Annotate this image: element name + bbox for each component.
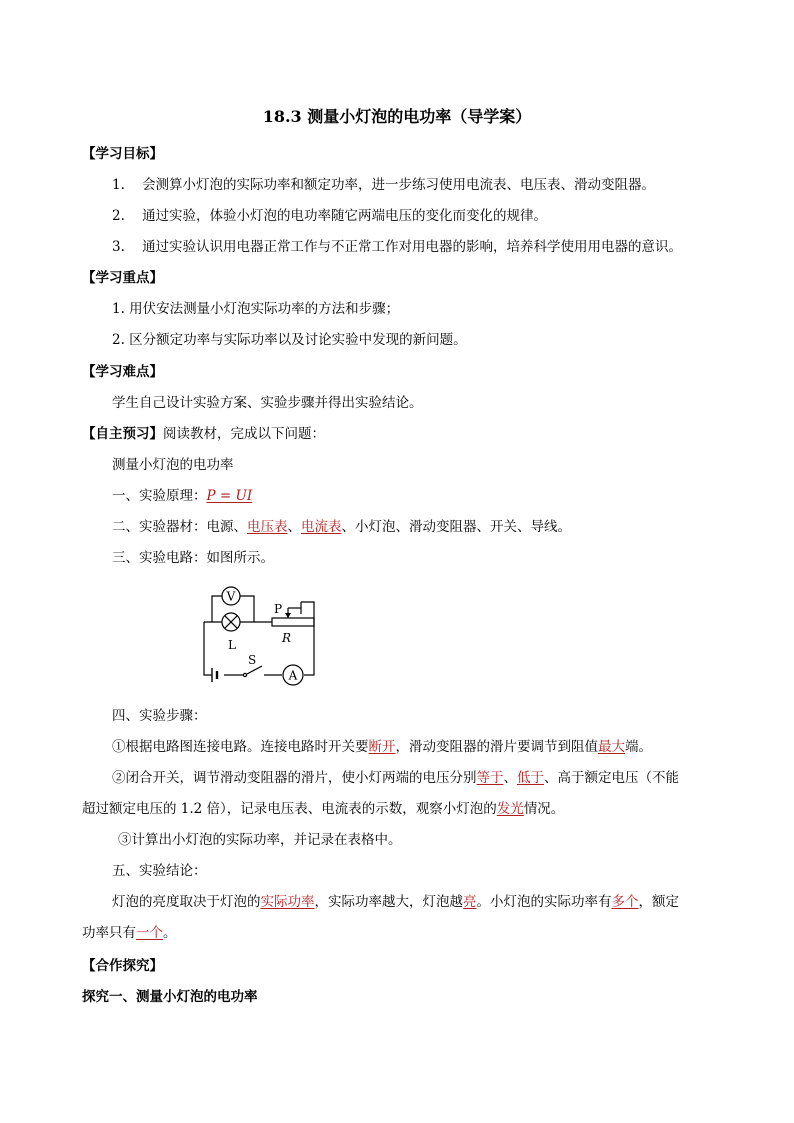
conclusion-line-1: [112, 892, 679, 912]
answer-open: 断开: [368, 739, 396, 755]
principle-label: 一、实验原理：: [112, 488, 207, 504]
objective-item-3: [112, 237, 682, 257]
step-2-text-b: 、: [503, 770, 517, 786]
section-heading-difficulty: 【学习难点】: [82, 364, 163, 380]
key-point-item-2: 2. 区分额定功率与实际功率以及讨论实验中发现的新问题。: [112, 332, 467, 348]
answer-glow: 发光: [496, 801, 524, 817]
equipment-rest: 、小灯泡、滑动变阻器、开关、导线。: [341, 519, 571, 535]
equipment-label: 二、实验器材：电源、: [112, 519, 247, 535]
conclusion-text-c: 。小灯泡的实际功率有: [476, 894, 612, 910]
section-heading-preview: 【自主预习】: [82, 426, 163, 442]
circuit-diagram: [196, 580, 326, 690]
step-1-text-b: ，滑动变阻器的滑片要调节到阻值: [395, 739, 598, 755]
conclusion-text-a: 灯泡的亮度取决于灯泡的: [112, 894, 261, 910]
step-2-line-2: [82, 799, 564, 819]
cooperation-subheading: 探究一、测量小灯泡的电功率: [82, 989, 258, 1005]
rheostat-label: R: [282, 631, 292, 645]
principle-answer: P = UI: [206, 488, 253, 504]
ammeter-label: A: [288, 668, 298, 683]
answer-lower: 低于: [517, 770, 544, 786]
slider-arrow-head: [285, 613, 291, 618]
conclusion-text-b: ，实际功率越大，灯泡越: [314, 894, 463, 910]
section-heading-objectives: 【学习目标】: [82, 146, 163, 162]
slider-label: P: [274, 602, 283, 616]
answer-bright: 亮: [463, 894, 477, 910]
objective-num: 2.: [112, 208, 125, 224]
page-title: 18.3 测量小灯泡的电功率（导学案）: [262, 107, 532, 126]
step-2-text-e: 情况。: [523, 801, 565, 817]
step-3-line: ③计算出小灯泡的实际功率，并记录在表格中。: [118, 832, 402, 848]
objective-text: 会测算小灯泡的实际功率和额定功率，进一步练习使用电流表、电压表、滑动变阻器。: [142, 177, 656, 193]
wire-left: [204, 622, 212, 675]
conclusion-text-d: ，额定: [638, 894, 679, 910]
difficulty-text: 学生自己设计实验方案、实验步骤并得出实验结论。: [112, 395, 423, 411]
objective-item-2: [112, 206, 547, 226]
answer-many: 多个: [611, 894, 639, 910]
circuit-label: 三、实验电路：如图所示。: [112, 550, 274, 566]
step-2-text-a: ②闭合开关，调节滑动变阻器的滑片，使小灯两端的电压分别: [112, 770, 477, 786]
conclusion-text-e: 功率只有: [82, 925, 136, 941]
answer-voltmeter: 电压表: [247, 519, 288, 535]
section-heading-key-points: 【学习重点】: [82, 270, 163, 286]
answer-max: 最大: [598, 739, 625, 755]
preview-topic: 测量小灯泡的电功率: [112, 457, 234, 473]
lamp-label: L: [228, 638, 236, 652]
rheostat-symbol: [272, 618, 314, 626]
step-1-text-c: 端。: [625, 739, 652, 755]
section-heading-cooperation: 【合作探究】: [82, 958, 163, 974]
conclusion-label: 五、实验结论：: [112, 863, 207, 879]
switch-label: S: [248, 653, 257, 667]
objective-num: 1.: [112, 177, 125, 193]
conclusion-text-f: 。: [163, 925, 177, 941]
equipment-sep: 、: [287, 519, 301, 535]
answer-equal: 等于: [476, 770, 504, 786]
principle-line: [112, 486, 252, 506]
step-2-text-d: 超过额定电压的 1.2 倍），记录电压表、电流表的示数，观察小灯泡的: [82, 801, 497, 817]
answer-one: 一个: [136, 925, 163, 941]
conclusion-line-2: [82, 923, 177, 943]
objective-text: 通过实验，体验小灯泡的电功率随它两端电压的变化而变化的规律。: [142, 208, 548, 224]
preview-heading-line: [82, 424, 325, 444]
objective-item-1: [112, 175, 655, 195]
voltmeter-label: V: [226, 589, 236, 604]
step-1-text-a: ①根据电路图连接电路。连接电路时开关要: [112, 739, 369, 755]
objective-num: 3.: [112, 239, 125, 255]
step-2-line-1: [112, 768, 679, 788]
key-point-item-1: 1. 用伏安法测量小灯泡实际功率的方法和步骤；: [112, 301, 400, 317]
objective-text: 通过实验认识用电器正常工作与不正常工作对用电器的影响，培养科学使用用电器的意识。: [142, 239, 683, 255]
preview-intro: 阅读教材，完成以下问题：: [163, 426, 325, 442]
answer-actual-power: 实际功率: [260, 894, 315, 910]
answer-ammeter: 电流表: [301, 519, 342, 535]
wire-right: [301, 602, 314, 675]
switch-symbol: [247, 666, 262, 674]
steps-label: 四、实验步骤：: [112, 708, 207, 724]
step-2-text-c: 、高于额定电压（不能: [544, 770, 679, 786]
equipment-line: [112, 517, 571, 537]
step-1-line: [112, 737, 652, 757]
